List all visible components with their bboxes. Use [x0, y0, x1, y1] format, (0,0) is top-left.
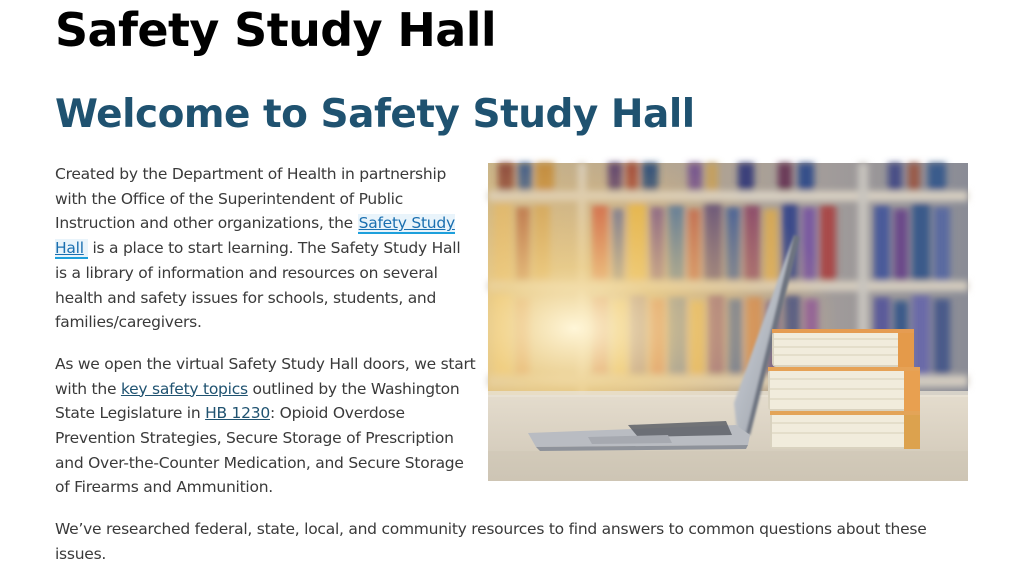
page-title: Safety Study Hall	[55, 3, 497, 57]
main-content	[55, 162, 968, 584]
hb-1230-link[interactable]: HB 1230	[205, 404, 271, 423]
research-paragraph: We’ve researched federal, state, local, and community resources to find answers to common questions about these issues.	[55, 520, 927, 563]
laptop-books-library-image	[488, 163, 968, 481]
key-safety-topics-link[interactable]: key safety topics	[120, 379, 248, 398]
safety-study-hall-link[interactable]: Safety Study Hall	[55, 214, 455, 258]
topics-paragraph: As we open the virtual Safety Study Hall doors, we start with the key safety topics outlined by the Washington State Legislature in HB 1230: Opioid Overdose Prevention Strategies, Secure Storage of Prescription and Over-the-Counter Medication, and Secure Storage of Firearms and Ammunition.	[55, 354, 476, 497]
intro-paragraph: Created by the Department of Health in partnership with the Office of the Superintendent of Public Instruction and other organizations, the Safety Study Hall is a place to start learning. The Safety Study Hall is a library of information and resources on several health and safety issues for schools, students, and families/caregivers.	[55, 165, 461, 332]
welcome-heading: Welcome to Safety Study Hall	[55, 92, 695, 137]
